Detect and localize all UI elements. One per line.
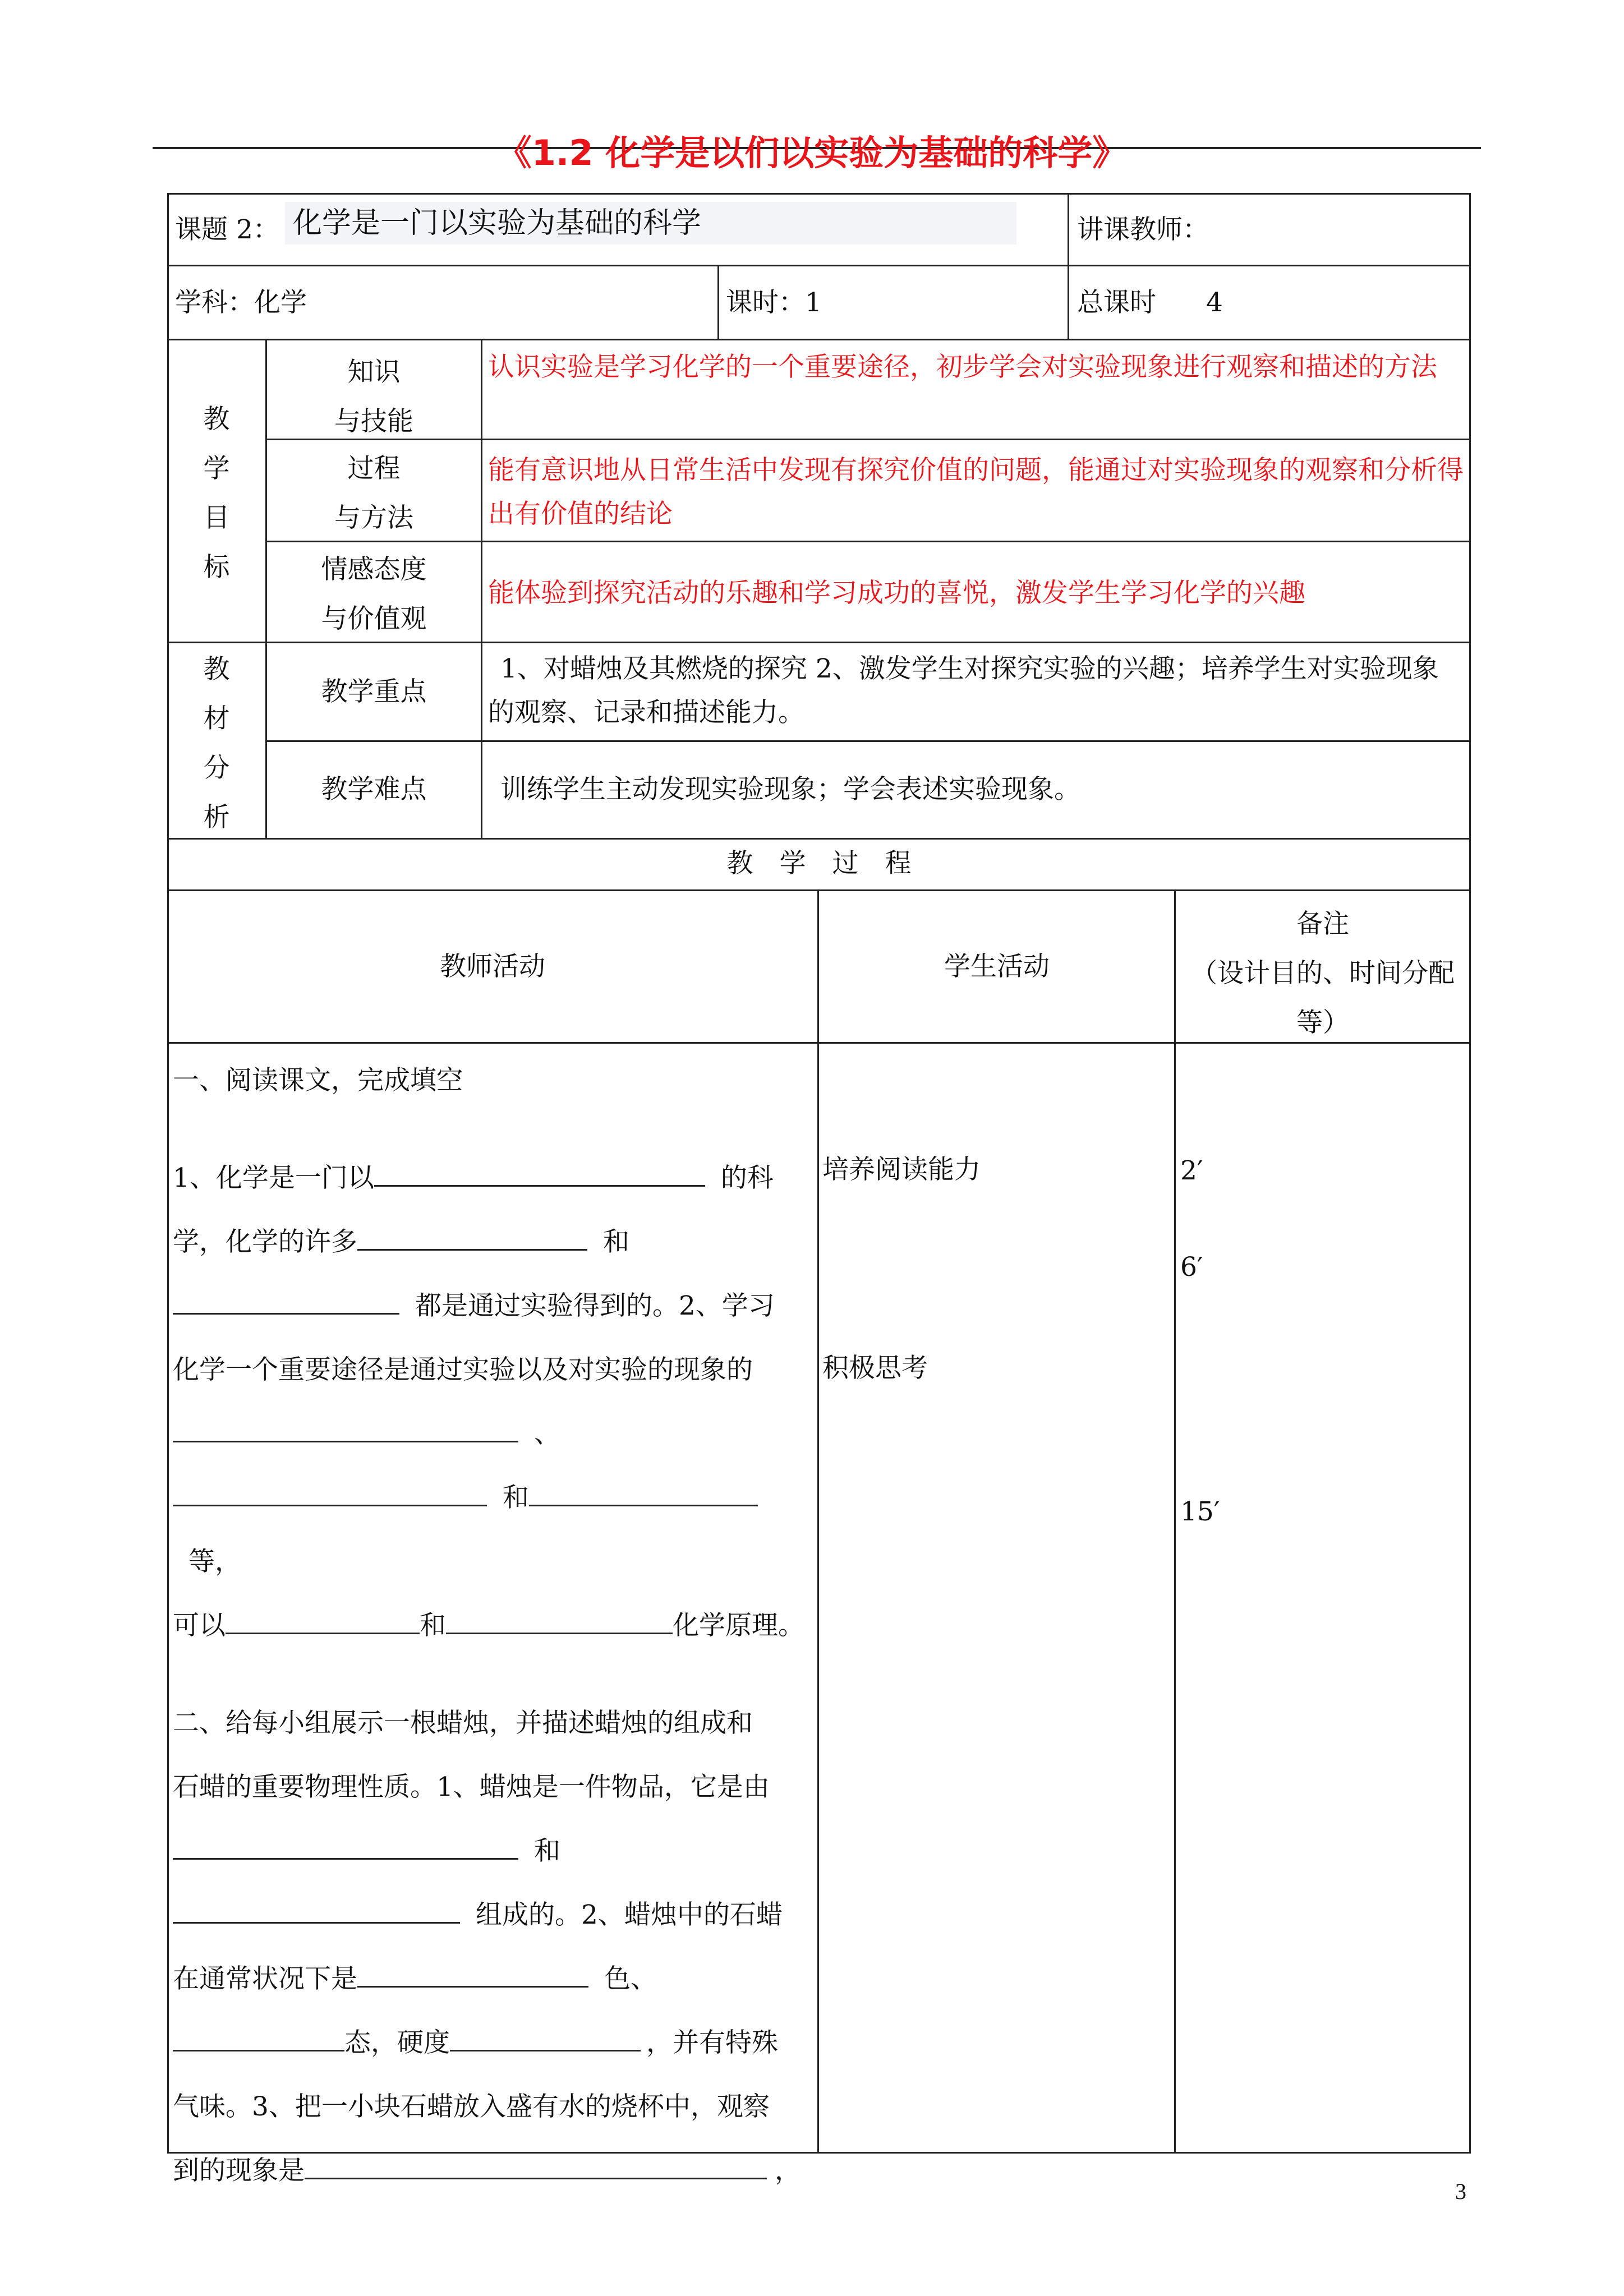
col-divider — [817, 889, 819, 2154]
key-points-label: 教学重点 — [321, 676, 427, 707]
col-header-notes: 备注 （设计目的、时间分配 等） — [1191, 909, 1455, 1038]
objective-text-process: 能有意识地从日常生活中发现有探究价值的问题，能通过对实验现象的观察和分析得出有价值的结论 — [488, 455, 1464, 529]
table-border-top — [167, 193, 1471, 195]
objective-text-knowledge: 认识实验是学习化学的一个重要途径，初步学会对实验现象进行观察和描述的方法 — [488, 352, 1437, 382]
topic-label: 课题 2： — [175, 214, 279, 245]
objectives-section-label: 教 学 目 标 — [203, 404, 230, 583]
page-number: 3 — [1455, 2179, 1466, 2204]
difficulty-label: 教学难点 — [321, 774, 427, 805]
table-border-left — [167, 193, 169, 2154]
lesson-plan-table — [167, 193, 1471, 2186]
subject-field: 学科：化学 — [175, 287, 307, 318]
teacher-activity: 一、阅读课文，完成填空 1、化学是一门以 的科 学，化学的许多 和 都是通过实验得到的。2、学习 化学一个重要途径是通过实验以及对实验的现象的 、 和等， 可以 和 化学原理。 二、给每小组展示一根蜡烛，并描述蜡烛的组成和 石蜡的重要物理性质。1、蜡烛是一件物品，它是由 和 组成的。2、蜡烛中的石蜡 在通常状况下是 色、 态，硬度 ，并有特殊 气味。3、把一小块石蜡放入盛有水的烧杯中，观察 到的现象是 ， — [173, 1065, 804, 2186]
col-divider — [481, 339, 482, 838]
col-divider — [717, 265, 719, 339]
row-divider — [167, 838, 1471, 840]
row-divider — [167, 339, 1471, 340]
document-title: 《1.2 化学是以们以实验为基础的科学》 — [496, 132, 1128, 173]
total-hours-label: 总课时 — [1077, 287, 1156, 318]
row-divider — [265, 740, 1471, 742]
note-time-2: 6′ — [1180, 1252, 1203, 1283]
note-time-1: 2′ — [1180, 1155, 1203, 1186]
student-activity-thinking: 积极思考 — [822, 1353, 928, 1384]
row-divider — [167, 265, 1471, 266]
col-divider — [1068, 193, 1069, 339]
note-time-3: 15′ — [1180, 1496, 1220, 1527]
col-divider — [1174, 889, 1176, 2154]
difficulty-text: 训练学生主动发现实验现象；学会表述实验现象。 — [500, 774, 1080, 805]
col-header-teacher: 教师活动 — [440, 951, 545, 982]
materials-section-label: 教 材 分 析 — [203, 654, 230, 833]
hours-field: 课时：1 — [726, 287, 822, 318]
process-title: 教 学 过 程 — [726, 848, 912, 879]
teacher-label: 讲课教师： — [1077, 214, 1209, 245]
row-divider — [167, 889, 1471, 891]
student-activity-reading: 培养阅读能力 — [822, 1154, 981, 1185]
key-points-text: 1、对蜡烛及其燃烧的探究 2、激发学生对探究实验的兴趣；培养学生对实验现象的观察、记录和描述能力。 — [488, 653, 1439, 728]
table-border-right — [1469, 193, 1471, 2154]
topic-value: 化学是一门以实验为基础的科学 — [285, 202, 1016, 245]
total-hours-value: 4 — [1206, 287, 1223, 318]
objective-label-attitude: 情感态度 与价值观 — [321, 554, 427, 634]
objective-label-process: 过程 与方法 — [334, 453, 413, 533]
objective-label-knowledge: 知识 与技能 — [334, 357, 413, 437]
col-header-student: 学生活动 — [944, 951, 1050, 982]
objective-text-attitude: 能体验到探究活动的乐趣和学习成功的喜悦，激发学生学习化学的兴趣 — [488, 578, 1305, 608]
